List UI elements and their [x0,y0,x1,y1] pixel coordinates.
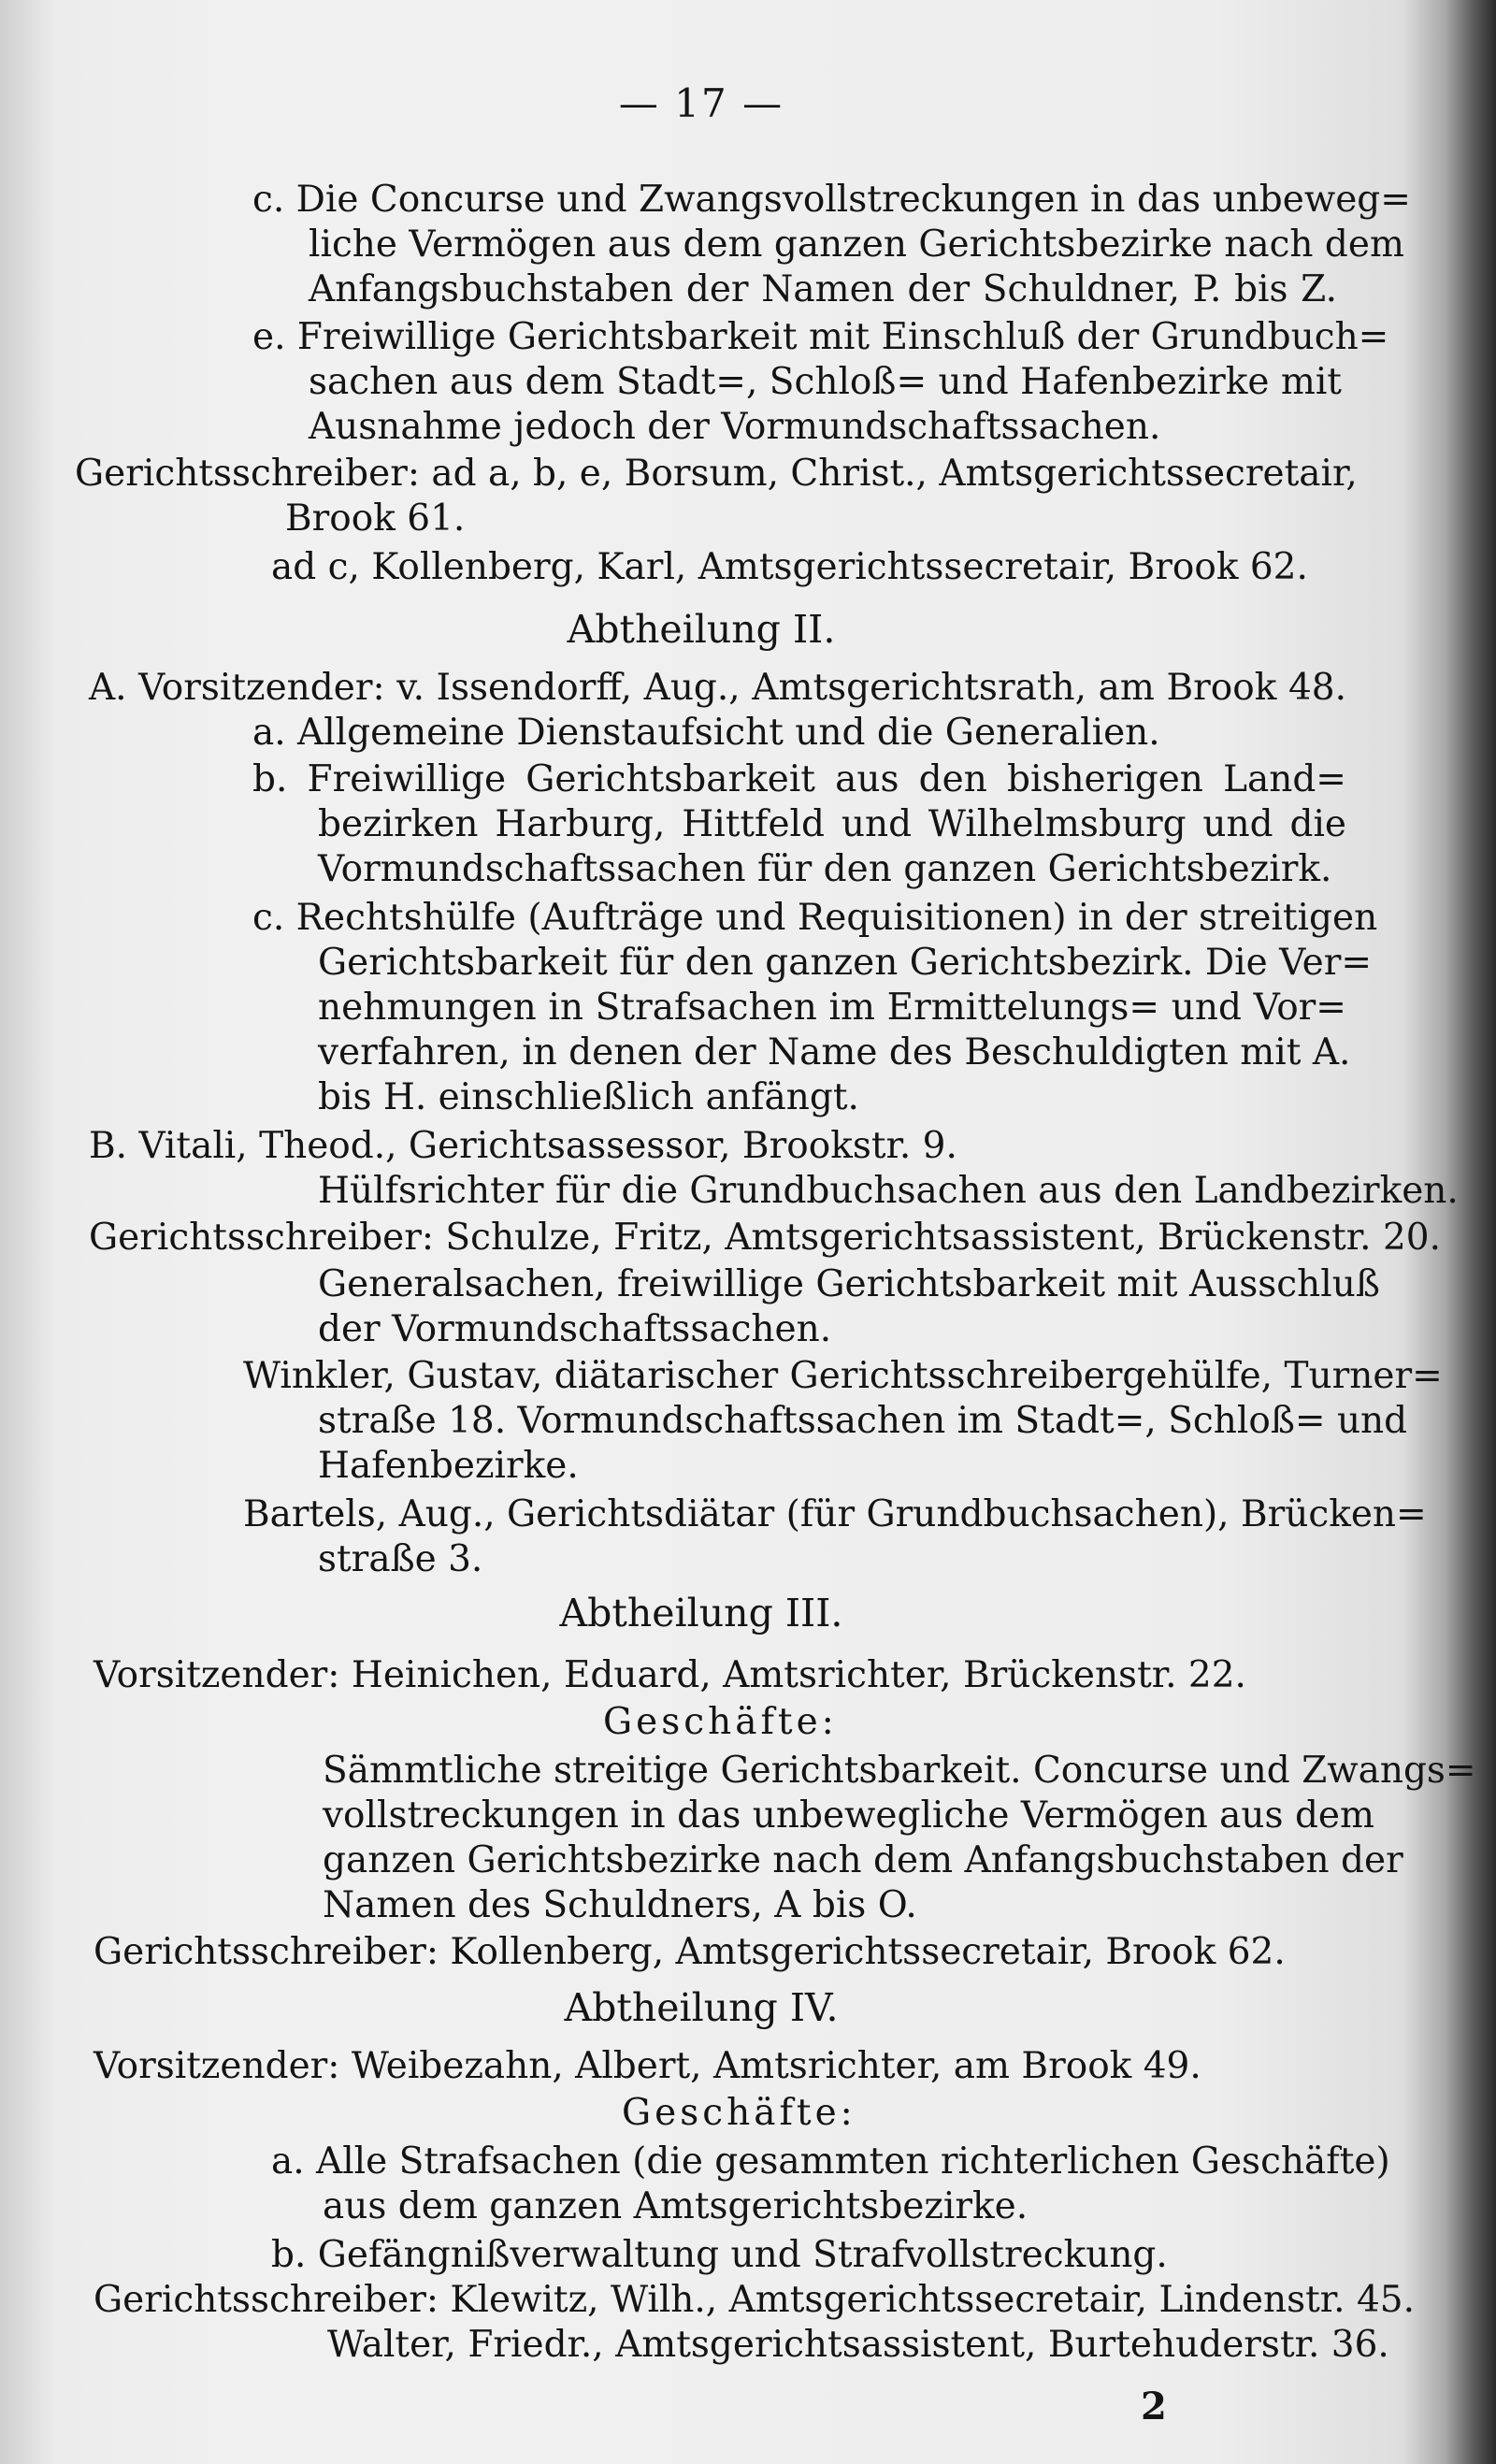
text-line: Hafenbezirke. [318,1445,579,1487]
section-heading: Abtheilung II. [567,607,836,652]
text-line: b. Gefängnißverwaltung und Strafvollstreckung. [271,2234,1168,2276]
text-line: aus dem ganzen Amtsgerichtsbezirke. [323,2185,1028,2227]
text-line: c. Die Concurse und Zwangsvollstreckungen in das unbeweg= [252,179,1411,221]
text-line: Hülfsrichter für die Grundbuchsachen aus den Landbezirken. [318,1170,1459,1212]
text-line: sachen aus dem Stadt=, Schloß= und Hafenbezirke mit [309,361,1342,403]
text-line: a. Allgemeine Dienstaufsicht und die Generalien. [252,712,1160,754]
text-line: vollstreckungen in das unbewegliche Vermögen aus dem [323,1794,1374,1837]
text-line: Generalsachen, freiwillige Gerichtsbarkeit mit Ausschluß [318,1263,1380,1305]
text-line: nehmungen in Strafsachen im Ermittelungs= und Vor= [318,987,1346,1029]
text-line: bezirken Harburg, Hittfeld und Wilhelmsburg und die [318,803,1346,845]
section-heading: Abtheilung IV. [564,1985,839,2030]
text-line: b. Freiwillige Gerichtsbarkeit aus den bisherigen Land= [252,758,1346,800]
text-line: Walter, Friedr., Amtsgerichtsassistent, Burtehuderstr. 36. [327,2324,1389,2366]
subheading: Geschäfte: [622,2092,856,2134]
page-number: — 17 — [618,80,784,126]
text-line: Ausnahme jedoch der Vormundschaftssachen. [309,406,1161,448]
text-line: bis H. einschließlich anfängt. [318,1076,859,1118]
text-line: Gerichtsschreiber: Kollenberg, Amtsgerichtssecretair, Brook 62. [94,1931,1286,1973]
text-line: Vormundschaftssachen für den ganzen Gerichtsbezirk. [318,848,1332,890]
text-line: straße 3. [318,1538,483,1580]
subheading: Geschäfte: [603,1701,838,1743]
text-line: straße 18. Vormundschaftssachen im Stadt=, Schloß= und [318,1400,1408,1442]
text-line: a. Alle Strafsachen (die gesammten richterlichen Geschäfte) [271,2140,1390,2183]
text-line: Gerichtsschreiber: ad a, b, e, Borsum, Christ., Amtsgerichtssecretair, [75,453,1358,495]
text-line: B. Vitali, Theod., Gerichtsassessor, Brookstr. 9. [89,1125,957,1167]
text-line: der Vormundschaftssachen. [318,1308,832,1350]
text-line: liche Vermögen aus dem ganzen Gerichtsbezirke nach dem [309,223,1404,266]
text-line: Vorsitzender: Heinichen, Eduard, Amtsrichter, Brückenstr. 22. [94,1654,1246,1696]
text-line: Gerichtsschreiber: Schulze, Fritz, Amtsgerichtsassistent, Brückenstr. 20. [89,1217,1441,1259]
section-heading: Abtheilung III. [559,1591,843,1635]
text-line: A. Vorsitzender: v. Issendorff, Aug., Amtsgerichtsrath, am Brook 48. [89,667,1346,709]
text-line: Gerichtsschreiber: Klewitz, Wilh., Amtsgerichtssecretair, Lindenstr. 45. [94,2279,1415,2321]
text-line: Vorsitzender: Weibezahn, Albert, Amtsrichter, am Brook 49. [94,2045,1201,2087]
text-line: c. Rechtshülfe (Aufträge und Requisitionen) in der streitigen [252,897,1378,939]
text-line: Gerichtsbarkeit für den ganzen Gerichtsbezirk. Die Ver= [318,942,1373,984]
text-line: Bartels, Aug., Gerichtsdiätar (für Grundbuchsachen), Brücken= [243,1493,1427,1535]
text-line: Namen des Schuldners, A bis O. [323,1884,917,1926]
text-line: Sämmtliche streitige Gerichtsbarkeit. Concurse und Zwangs= [323,1750,1476,1792]
text-line: Winkler, Gustav, diätarischer Gerichtsschreibergehülfe, Turner= [243,1355,1443,1397]
signature-mark: 2 [1141,2385,1167,2428]
text-line: verfahren, in denen der Name des Beschuldigten mit A. [318,1031,1351,1073]
text-line: Anfangsbuchstaben der Namen der Schuldner, P. bis Z. [309,268,1337,310]
text-line: e. Freiwillige Gerichtsbarkeit mit Einschluß der Grundbuch= [252,316,1389,358]
text-line: Brook 61. [285,497,466,540]
text-line: ad c, Kollenberg, Karl, Amtsgerichtssecretair, Brook 62. [271,546,1308,588]
text-line: ganzen Gerichtsbezirke nach dem Anfangsbuchstaben der [323,1839,1403,1881]
